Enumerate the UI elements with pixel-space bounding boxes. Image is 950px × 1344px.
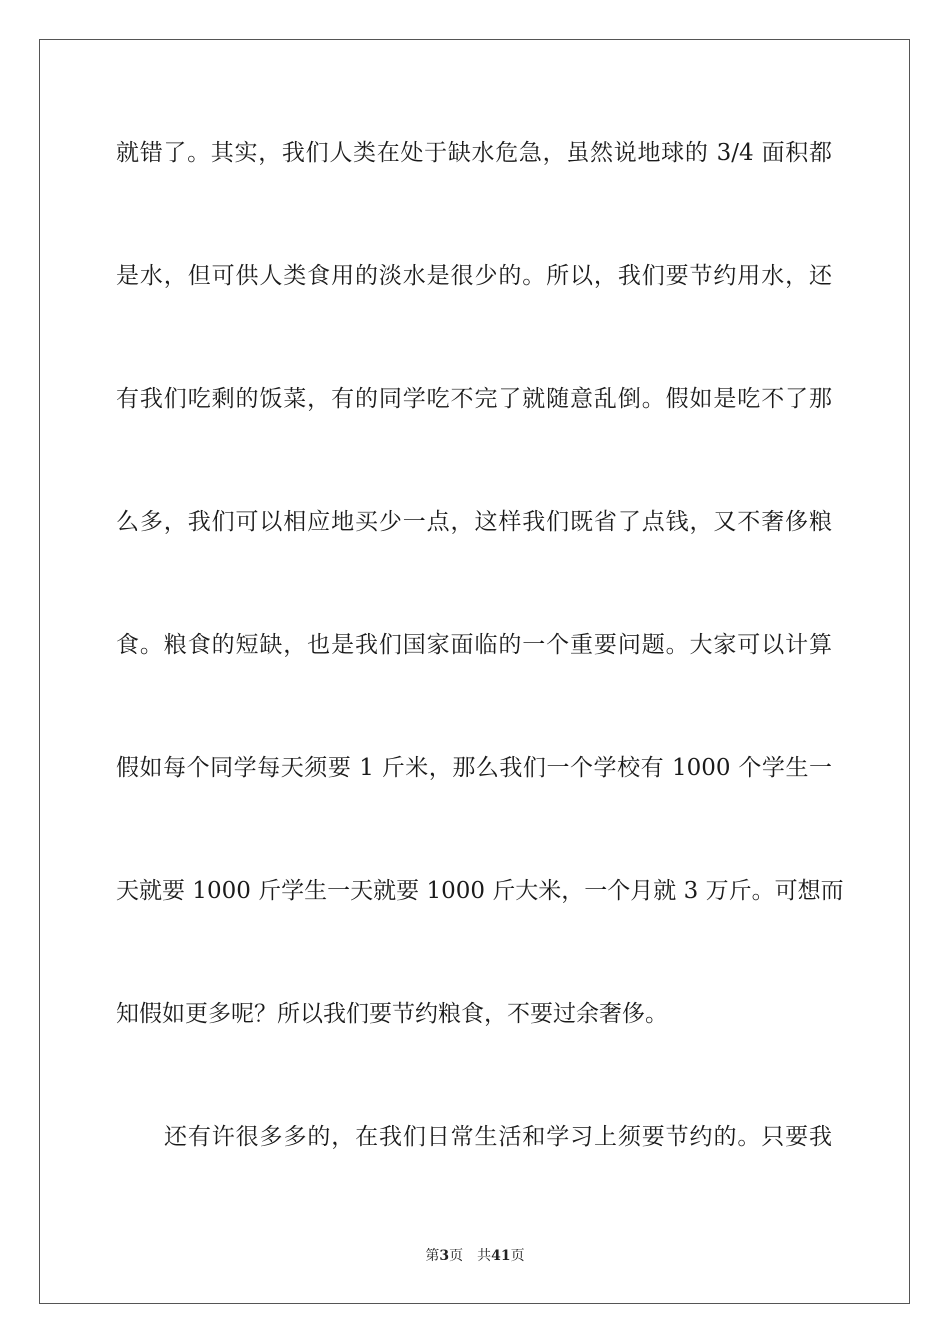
text-line-5: 食。粮食的短缺，也是我们国家面临的一个重要问题。大家可以计算 <box>116 632 832 658</box>
page-number: 3 <box>439 1248 450 1264</box>
page-suffix: 页 <box>449 1248 464 1264</box>
text-line-3: 有我们吃剩的饭菜，有的同学吃不完了就随意乱倒。假如是吃不了那 <box>116 386 832 412</box>
text-line-9: 还有许很多多的，在我们日常生活和学习上须要节约的。只要我 <box>164 1124 832 1150</box>
text-line-8: 知假如更多呢？所以我们要节约粮食，不要过余奢侈。 <box>116 1001 668 1027</box>
text-line-1: 就错了。其实，我们人类在处于缺水危急，虽然说地球的 3/4 面积都 <box>116 140 832 166</box>
text-line-6: 假如每个同学每天须要 1 斤米，那么我们一个学校有 1000 个学生一 <box>116 755 832 781</box>
text-line-2: 是水，但可供人类食用的淡水是很少的。所以，我们要节约用水，还 <box>116 263 832 289</box>
total-pages: 41 <box>491 1248 511 1264</box>
text-line-7: 天就要 1000 斤学生一天就要 1000 斤大米，一个月就 3 万斤。可想而 <box>116 878 844 904</box>
page-prefix: 第 <box>425 1248 440 1264</box>
total-suffix: 页 <box>510 1248 525 1264</box>
page-footer <box>0 1246 950 1266</box>
text-line-4: 么多，我们可以相应地买少一点，这样我们既省了点钱，又不奢侈粮 <box>116 509 832 535</box>
total-prefix: 共 <box>477 1248 492 1264</box>
